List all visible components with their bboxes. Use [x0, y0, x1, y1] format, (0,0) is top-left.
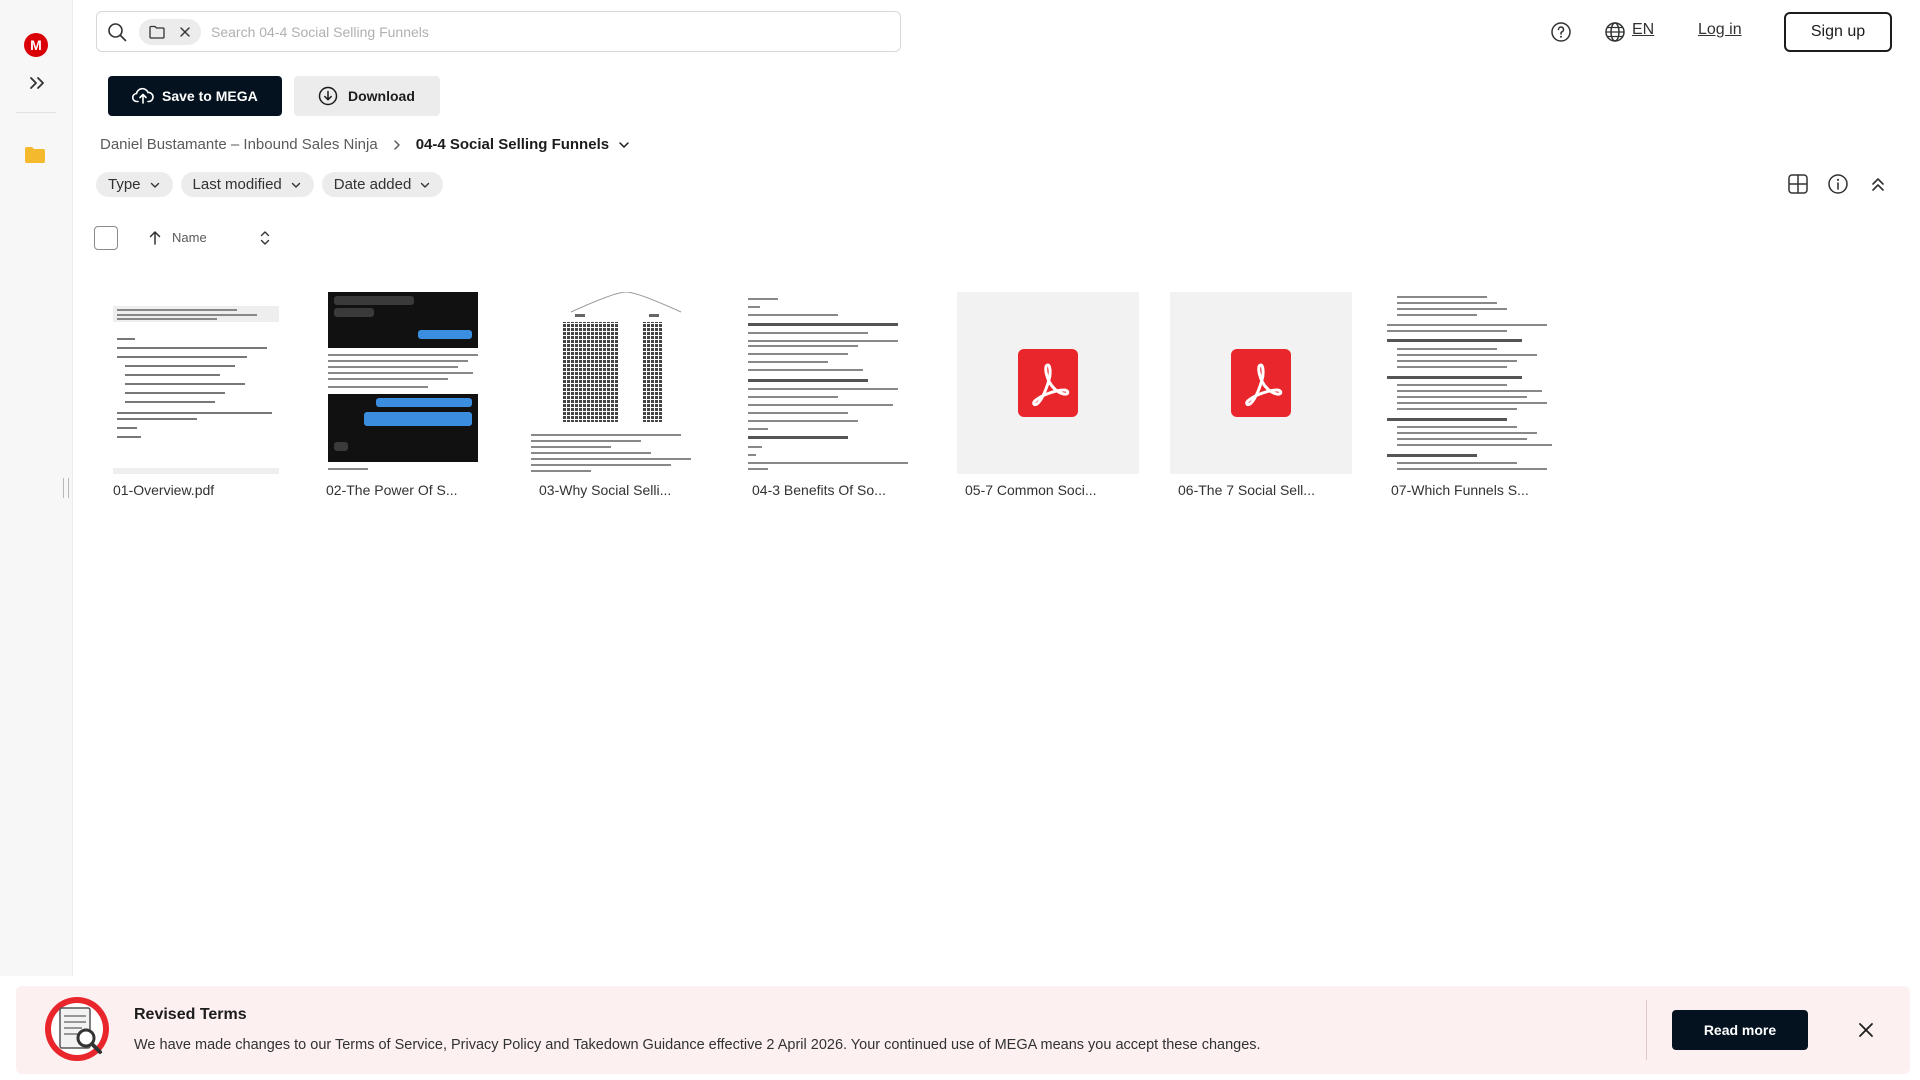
file-thumbnail: [531, 292, 713, 474]
cloud-upload-icon: [132, 85, 154, 107]
revised-terms-banner: [16, 986, 1910, 1074]
chevron-down-icon: [149, 179, 161, 191]
top-bar: [96, 11, 1920, 53]
download-button[interactable]: [294, 76, 440, 116]
file-card[interactable]: [957, 292, 1139, 512]
list-header: [94, 226, 294, 250]
banner-message: We have made changes to our Terms of Service, Privacy Policy and Takedown Guidance effective 2 April 2026. Your continued use of MEGA means you accept these changes.: [134, 1037, 1261, 1053]
file-name: 02-The Power Of S...: [326, 482, 458, 498]
filter-bar: [96, 172, 443, 197]
file-thumbnail: [318, 292, 500, 474]
banner-title: Revised Terms: [134, 1006, 247, 1023]
search-scope-chip[interactable]: [139, 19, 201, 45]
download-icon: [318, 86, 338, 106]
info-icon[interactable]: [1826, 172, 1850, 196]
file-name: 01-Overview.pdf: [113, 482, 215, 498]
search-bar: [96, 11, 901, 52]
pdf-icon: [1231, 349, 1291, 417]
select-all-checkbox[interactable]: [94, 226, 118, 250]
filter-type-label: Type: [108, 176, 141, 193]
file-name: 05-7 Common Soci...: [965, 482, 1097, 498]
file-card[interactable]: [1383, 292, 1565, 512]
folder-icon[interactable]: [24, 146, 46, 164]
sidebar-divider: [16, 112, 56, 113]
download-label: Download: [348, 88, 415, 104]
file-thumbnail: [1383, 292, 1565, 474]
file-name: 04-3 Benefits Of So...: [752, 482, 886, 498]
pdf-icon: [1018, 349, 1078, 417]
filter-last-modified-label: Last modified: [192, 176, 282, 193]
filter-date-added[interactable]: [322, 172, 444, 197]
arrow-up-icon[interactable]: [148, 230, 162, 246]
file-thumbnail: [1170, 292, 1352, 474]
login-link[interactable]: Log in: [1698, 21, 1742, 38]
file-card[interactable]: [531, 292, 713, 512]
grid-view-icon[interactable]: [1786, 172, 1810, 196]
chevron-down-icon: [290, 179, 302, 191]
help-icon[interactable]: [1550, 21, 1572, 43]
file-card[interactable]: [318, 292, 500, 512]
filter-type[interactable]: [96, 172, 173, 197]
folder-outline-icon: [149, 25, 165, 39]
globe-icon[interactable]: [1604, 21, 1626, 43]
mega-logo-icon[interactable]: M: [24, 33, 48, 57]
filter-date-added-label: Date added: [333, 176, 412, 193]
document-search-icon: [44, 996, 110, 1062]
sidebar-resize-handle[interactable]: [63, 478, 69, 498]
read-more-button[interactable]: Read more: [1672, 1010, 1808, 1050]
chevron-down-icon: [419, 179, 431, 191]
close-icon[interactable]: [178, 25, 192, 39]
breadcrumb-parent[interactable]: Daniel Bustamante – Inbound Sales Ninja: [100, 136, 378, 153]
close-icon[interactable]: [1858, 1022, 1874, 1038]
file-card[interactable]: [1170, 292, 1352, 512]
signup-button[interactable]: Sign up: [1784, 12, 1892, 52]
chevron-right-icon: [390, 138, 404, 152]
save-to-mega-button[interactable]: [108, 76, 282, 116]
file-thumbnail: [957, 292, 1139, 474]
file-card[interactable]: [744, 292, 926, 512]
search-input[interactable]: [211, 21, 811, 43]
breadcrumb-current: 04-4 Social Selling Funnels: [415, 136, 610, 153]
banner-divider: [1646, 1000, 1647, 1060]
file-name: 07-Which Funnels S...: [1391, 482, 1529, 498]
double-chevron-up-icon[interactable]: [1866, 172, 1890, 196]
file-thumbnail: [105, 292, 287, 474]
file-name: 03-Why Social Selli...: [539, 482, 672, 498]
search-icon: [107, 22, 127, 42]
breadcrumb: [100, 136, 631, 153]
save-to-mega-label: Save to MEGA: [162, 88, 258, 104]
language-selector[interactable]: EN: [1632, 21, 1655, 38]
name-column-header[interactable]: Name: [172, 230, 207, 245]
file-name: 06-The 7 Social Sell...: [1178, 482, 1315, 498]
double-chevron-right-icon[interactable]: [26, 72, 48, 94]
file-thumbnail: [744, 292, 926, 474]
sort-icon[interactable]: [258, 229, 272, 247]
chevron-down-icon[interactable]: [617, 138, 631, 152]
file-card[interactable]: [105, 292, 287, 512]
filter-last-modified[interactable]: [181, 172, 314, 197]
